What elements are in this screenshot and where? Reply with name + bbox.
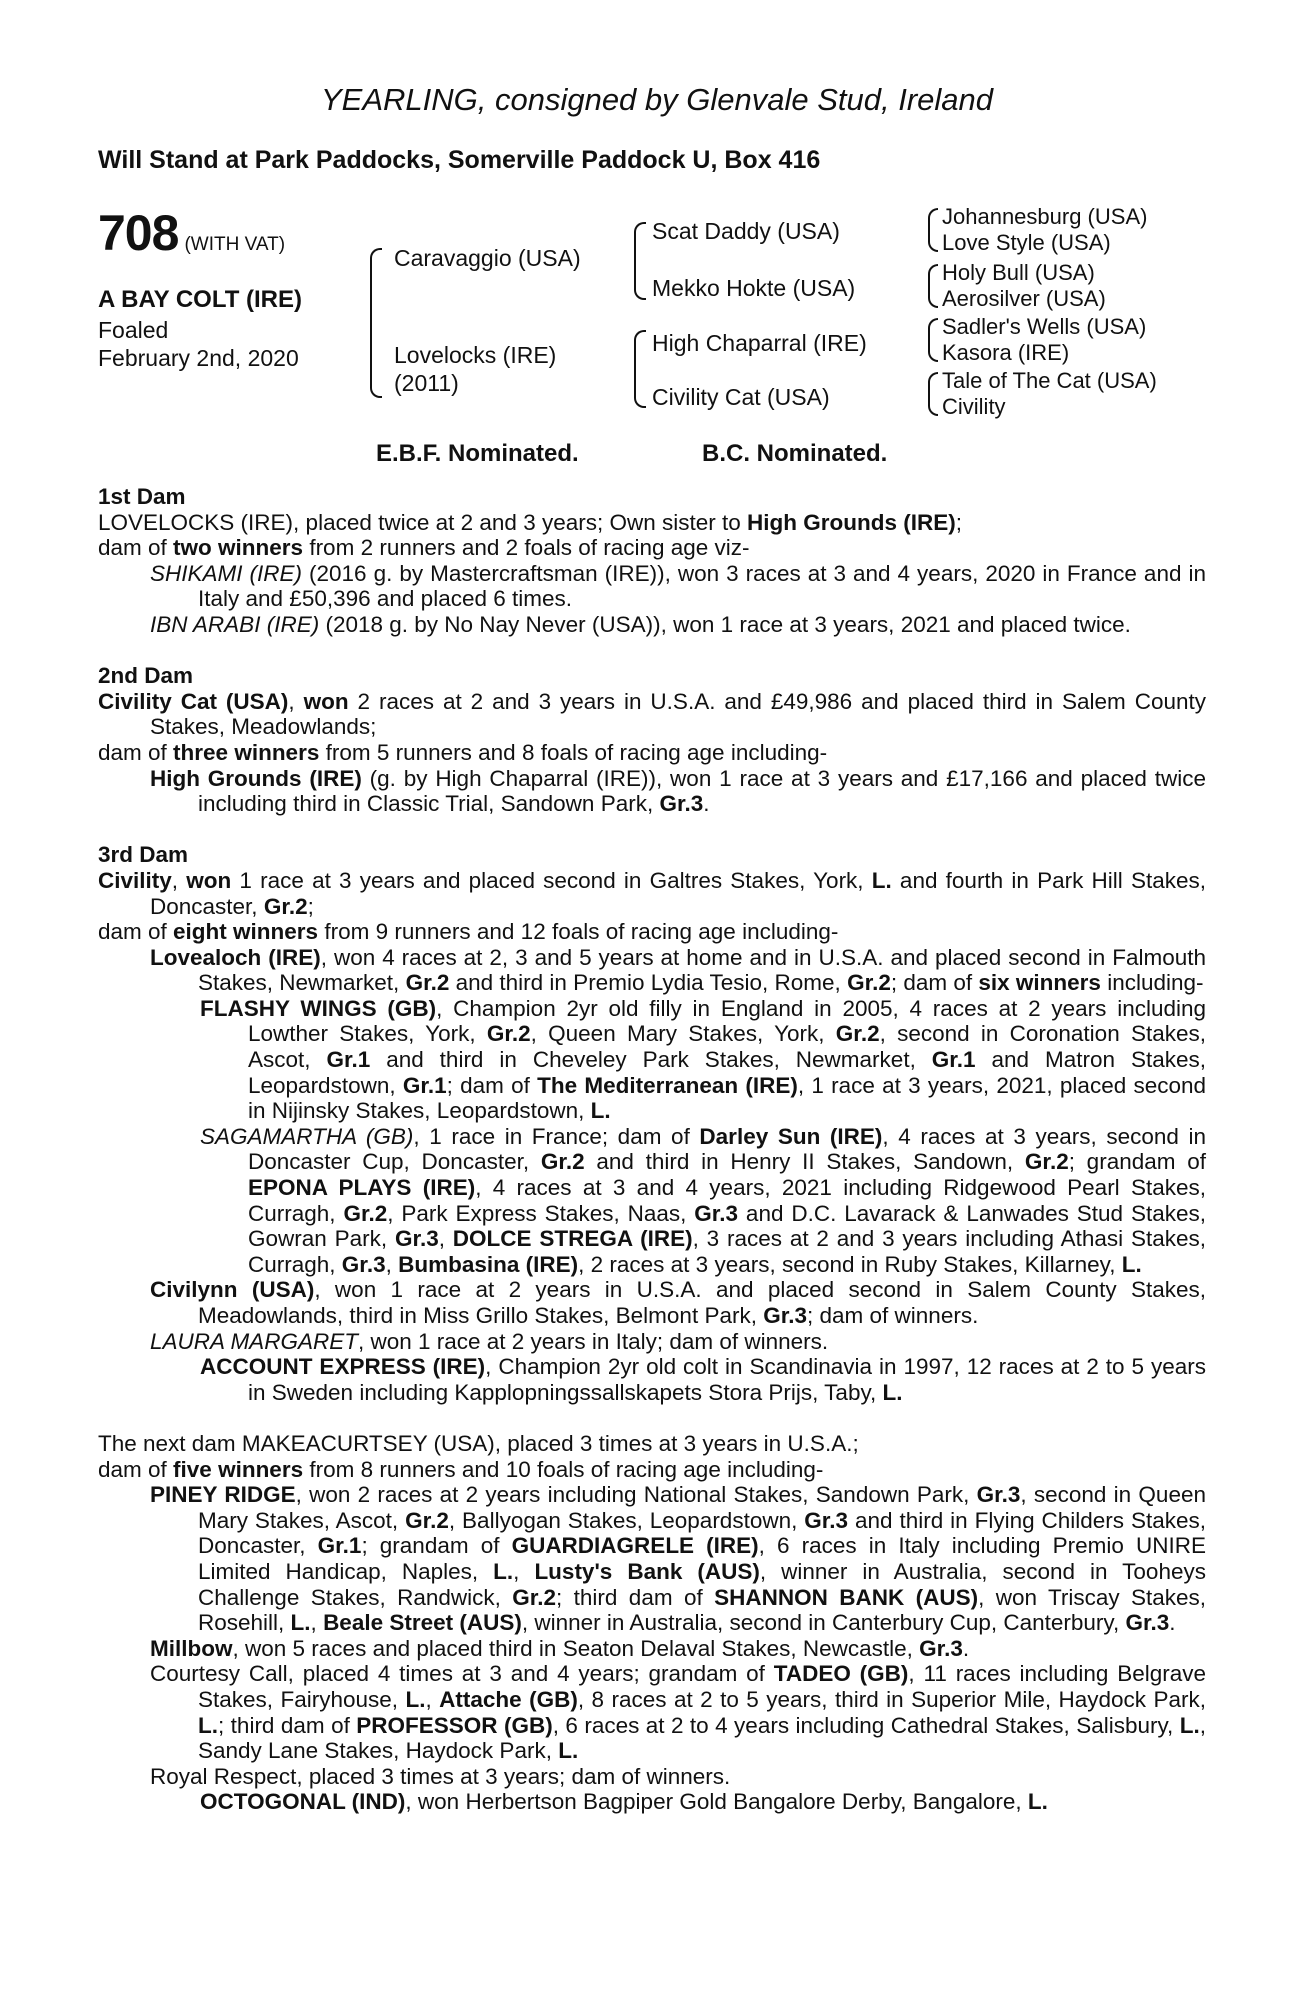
pedigree-dam: Lovelocks (IRE) [394,342,557,368]
pedigree-dam-sire: High Chaparral (IRE) [652,330,867,356]
next-dam-produce-summary: dam of five winners from 8 runners and 10 foals of racing age including- [98,1456,824,1482]
next-dam-line: The next dam MAKEACURTSEY (USA), placed 3 times at 3 years in U.S.A.; [98,1430,859,1456]
pedigree-brace-g2 [928,264,938,308]
lot-number-block [98,204,285,262]
pedigree-g3-3: Holy Bull (USA) [942,260,1095,285]
lot-number: 708 [98,205,179,261]
third-dam-line: Civility, won 1 race at 3 years and placed second in Galtres Stakes, York, L. and fourth in Park Hill Stakes, Doncaster, Gr.2; [98,867,1207,919]
pedigree-dam-year: (2011) [394,370,459,396]
produce-entry: IBN ARABI (IRE) (2018 g. by No Nay Never (USA)), won 1 race at 3 years, 2021 and placed twice. [150,611,1131,637]
pedigree-brace-g4 [928,372,938,416]
produce-entry: FLASHY WINGS (GB), Champion 2yr old filly in England in 2005, 4 races at 2 years including Lowther Stakes, York, Gr.2, Queen Mary Stakes, York, Gr.2, second in Coronation Stakes, Ascot, Gr.1 and third in Cheveley Park Stakes, Newmarket, Gr.1 and Matron Stakes, Leopardstown, Gr.1; dam of The Mediterranean (IRE), 1 race at 3 years, 2021, placed second in Nijinsky Stakes, Leopardstown, L. [200,995,1207,1124]
pedigree-g3-7: Tale of The Cat (USA) [942,368,1157,393]
pedigree-sire-dam: Mekko Hokte (USA) [652,275,856,301]
pedigree-brace-g1 [928,208,938,252]
pedigree-g3-2: Love Style (USA) [942,230,1111,255]
produce-entry: PINEY RIDGE, won 2 races at 2 years including National Stakes, Sandown Park, Gr.3, second in Queen Mary Stakes, Ascot, Gr.2, Ballyogan Stakes, Leopardstown, Gr.3 and third in Flying Childers Stakes, Doncaster, Gr.1; grandam of GUARDIAGRELE (IRE), 6 races in Italy including Premio UNIRE Limited Handicap, Naples, L., Lusty's Bank (AUS), winner in Australia, second in Tooheys Challenge Stakes, Randwick, Gr.2; third dam of SHANNON BANK (AUS), won Triscay Stakes, Rosehill, L., Beale Street (AUS), winner in Australia, second in Canterbury Cup, Canterbury, Gr.3. [150,1482,1207,1636]
foaled-info [98,316,299,372]
produce-entry: OCTOGONAL (IND), won Herbertson Bagpiper Gold Bangalore Derby, Bangalore, L. [200,1789,1048,1815]
vat-note: (WITH VAT) [184,234,286,255]
sale-heading: YEARLING, consigned by Glenvale Stud, Ireland [320,82,994,117]
produce-entry: SHIKAMI (IRE) (2016 g. by Mastercraftsman (IRE)), won 3 races at 3 and 4 years, 2020 in France and in Italy and £50,396 and placed 6 times. [150,560,1206,612]
pedigree-g3-4: Aerosilver (USA) [942,286,1106,311]
foaled-date: February 2nd, 2020 [98,345,299,371]
first-dam-line: LOVELOCKS (IRE), placed twice at 2 and 3 years; Own sister to High Grounds (IRE); [98,509,963,535]
produce-entry: ACCOUNT EXPRESS (IRE), Champion 2yr old colt in Scandinavia in 1997, 12 races at 2 to 5 years in Sweden including Kapplopningssallskapets Stora Prijs, Taby, L. [200,1354,1206,1405]
produce-entry: Millbow, won 5 races and placed third in Seaton Delaval Stakes, Newcastle, Gr.3. [150,1635,970,1661]
pedigree-g3-8: Civility [942,394,1006,419]
bc-nominated: B.C. Nominated. [702,440,888,467]
produce-entry: Royal Respect, placed 3 times at 3 years; dam of winners. [150,1763,731,1789]
produce-entry: Civilynn (USA), won 1 race at 2 years in U.S.A. and placed second in Salem County Stakes, Meadowlands, third in Miss Grillo Stakes, Belmont Park, Gr.3; dam of winners. [150,1277,1206,1328]
produce-entry: Courtesy Call, placed 4 times at 3 and 4 years; grandam of TADEO (GB), 11 races including Belgrave Stakes, Fairyhouse, L., Attache (GB), 8 races at 2 to 5 years, third in Superior Mile, Haydock Park, L.; third dam of PROFESSOR (GB), 6 races at 2 to 4 years including Cathedral Stakes, Salisbury, L., Sandy Lane Stakes, Haydock Park, L. [150,1661,1207,1764]
pedigree-brace-dam [634,330,646,408]
first-dam-produce-summary: dam of two winners from 2 runners and 2 foals of racing age viz- [98,535,750,561]
produce-entry: Lovealoch (IRE), won 4 races at 2, 3 and 5 years at home and in U.S.A. and placed second in Falmouth Stakes, Newmarket, Gr.2 and third in Premio Lydia Tesio, Rome, Gr.2; dam of six winners including- [150,944,1207,996]
pedigree-brace-main [370,248,382,398]
pedigree-brace-sire [634,222,646,300]
third-dam-heading: 3rd Dam [98,842,189,868]
second-dam-line: Civility Cat (USA), won 2 races at 2 and 3 years in U.S.A. and £49,986 and placed third in Salem County Stakes, Meadowlands; [98,688,1207,740]
third-dam-produce-summary: dam of eight winners from 9 runners and 12 foals of racing age including- [98,919,839,945]
pedigree-g3-1: Johannesburg (USA) [942,204,1148,229]
catalogue-body [98,484,1206,1815]
pedigree-g3-6: Kasora (IRE) [942,340,1070,365]
stand-location: Will Stand at Park Paddocks, Somerville Paddock U, Box 416 [98,146,821,174]
pedigree-g3-5: Sadler's Wells (USA) [942,314,1147,339]
pedigree-brace-g3 [928,318,938,362]
pedigree-sire: Caravaggio (USA) [394,245,581,271]
second-dam-produce-summary: dam of three winners from 5 runners and 8 foals of racing age including- [98,739,828,765]
lot-title: A BAY COLT (IRE) [98,286,303,313]
pedigree-sire-sire: Scat Daddy (USA) [652,218,840,244]
first-dam-heading: 1st Dam [98,484,186,509]
second-dam-heading: 2nd Dam [98,663,194,689]
ebf-nominated: E.B.F. Nominated. [376,440,579,467]
produce-entry: High Grounds (IRE) (g. by High Chaparral (IRE)), won 1 race at 3 years and £17,166 and placed twice including third in Classic Trial, Sandown Park, Gr.3. [150,765,1207,817]
produce-entry: LAURA MARGARET, won 1 race at 2 years in Italy; dam of winners. [150,1328,829,1354]
foaled-label: Foaled [98,317,169,343]
pedigree-dam-dam: Civility Cat (USA) [652,384,830,410]
produce-entry: SAGAMARTHA (GB), 1 race in France; dam of Darley Sun (IRE), 4 races at 3 years, second in Doncaster Cup, Doncaster, Gr.2 and third in Henry II Stakes, Sandown, Gr.2; grandam of EPONA PLAYS (IRE), 4 races at 3 and 4 years, 2021 including Ridgewood Pearl Stakes, Curragh, Gr.2, Park Express Stakes, Naas, Gr.3 and D.C. Lavarack & Lanwades Stud Stakes, Gowran Park, Gr.3, DOLCE STREGA (IRE), 3 races at 2 and 3 years including Athasi Stakes, Curragh, Gr.3, Bumbasina (IRE), 2 races at 3 years, second in Ruby Stakes, Killarney, L. [200,1123,1206,1277]
